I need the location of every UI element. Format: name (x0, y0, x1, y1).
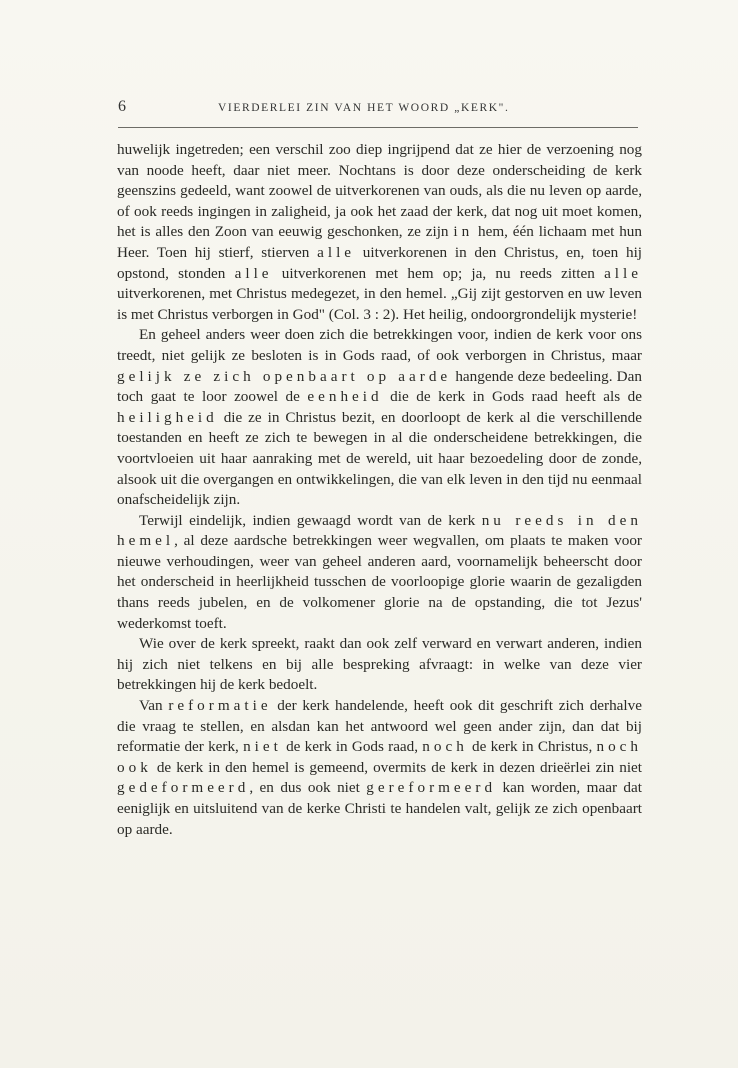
text-run: , en dus ook niet (249, 779, 367, 797)
running-title: VIERDERLEI ZIN VAN HET WOORD „KERK". (218, 102, 510, 114)
paragraph (117, 696, 642, 840)
spaced-emphasis: gelijk ze zich openbaart op aarde (117, 367, 452, 385)
spaced-emphasis: noch ook (117, 738, 643, 776)
text-run: Terwijl eindelijk, indien gewaagd wordt van de kerk (139, 511, 482, 529)
text-run: hangende deze bedeeling. Dan toch gaat te loor zoowel de (117, 367, 642, 406)
header-rule (118, 127, 638, 128)
text-run: En geheel anders weer doen zich die betrekkingen voor, indien de kerk voor ons treedt, niet gelijk ze besloten is in Gods raad, of ook verborgen in Christus, maar (117, 326, 642, 364)
text-run: kan worden, maar dat eeniglijk en uitsluitend van de kerke Christi te handelen valt, gelijk ze zich openbaart op aarde. (117, 779, 642, 838)
text-run: hem, één lichaam met hun Heer. Toen hij stierf, stierven (117, 223, 642, 261)
text-run: de kerk in Gods raad, (281, 738, 423, 756)
text-run: uitverkorenen in den Christus, en, toen hij opstond, stonden (117, 243, 643, 282)
text-run: de kerk in Christus, (467, 738, 597, 756)
spaced-emphasis: alle (604, 264, 642, 282)
text-run: huwelijk ingetreden; een verschil zoo diep ingrijpend dat ze hier de verzoening nog van noode heeft, daar niet meer. Nochtans is door deze onderscheiding de kerk geenszins gedeeld, want zoowel de uitverkorenen van ouds, als die nu leven op aarde, of ook reeds ingingen in zaligheid, ja ook het zaad der kerk, dat nog uit moet komen, het is alles den Zoon van eeuwig geschonken, ze zijn (117, 141, 642, 241)
spaced-emphasis: in (453, 223, 474, 241)
text-run: , al deze aardsche betrekkingen weer wegvallen, om plaats te maken voor nieuwe verhoudingen, weer van geheel anderen aard, voornamelijk beheerscht door het onderscheid in heerlijkheid tusschen de voorloopige glorie waarin de gezaligden thans reeds jubelen, en de volkomener glorie na de opstanding, die tot Jezus' wederkomst toeft. (117, 532, 642, 632)
spaced-emphasis: heiligheid (117, 408, 218, 426)
spaced-emphasis: noch (422, 738, 468, 756)
page-header (118, 98, 638, 122)
text-run: die de kerk in Gods raad heeft als de (382, 388, 643, 406)
paragraph (117, 511, 642, 635)
text-run: der kerk handelende, heeft ook dit geschrift zich derhalve die vraag te stellen, en alsdan kan het antwoord wel geen ander zijn, dan dat bij reformatie der kerk, (117, 697, 642, 756)
spaced-emphasis: gedeformeerd (117, 779, 250, 797)
paragraph (117, 325, 642, 510)
paragraph (117, 634, 642, 696)
spaced-emphasis: nu reeds in den hemel (117, 511, 642, 550)
text-run: Van (139, 697, 169, 715)
spaced-emphasis: gereformeerd (366, 779, 497, 797)
text-run: de kerk in den hemel is gemeend, overmits de kerk in dezen drieërlei zin niet (151, 758, 642, 776)
text-run: die ze in Christus bezit, en doorloopt de kerk al die verschillende toestanden en heeft ze zich te bewegen in al die onderscheidene betrekkingen, die voortvloeien uit haar aanraking met de wereld, uit haar bezoedeling door de zonde, alsook uit die overgangen en ontwikkelingen, die van elk leven in den tijd nu eenmaal onafscheidelijk zijn. (117, 408, 642, 509)
text-run: uitverkorenen met hem op; ja, nu reeds zitten (272, 264, 605, 282)
spaced-emphasis: niet (243, 738, 282, 756)
spaced-emphasis: eenheid (307, 388, 383, 406)
spaced-emphasis: reformatie (168, 697, 272, 715)
text-run: uitverkorenen, met Christus medegezet, in den hemel. „Gij zijt gestorven en uw leven is met Christus verborgen in God" (Col. 3 : 2). Het heilig, ondoorgrondelijk mysterie! (117, 285, 642, 323)
text-run: Wie over de kerk spreekt, raakt dan ook zelf verward en verwart anderen, indien hij zich niet telkens en bij alle bespreking afvraagt: in welke van deze vier betrekkingen hij de kerk bedoelt. (117, 635, 642, 694)
spaced-emphasis: alle (317, 243, 356, 261)
page-number: 6 (118, 98, 126, 115)
body-text (117, 140, 642, 840)
spaced-emphasis: alle (234, 264, 273, 282)
paragraph (117, 140, 642, 325)
